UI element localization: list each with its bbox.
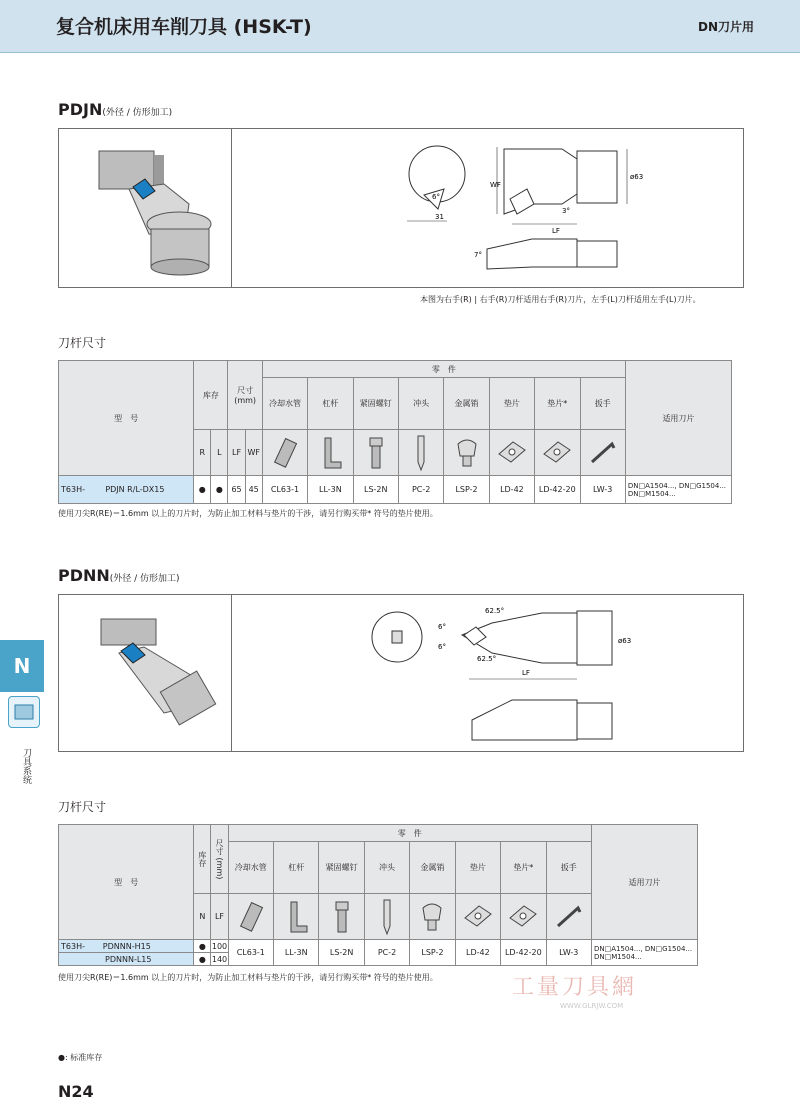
part-name-4: 冲头 — [398, 378, 443, 430]
stock-n: ● — [194, 953, 211, 966]
col-size: 尺寸 (mm) — [211, 825, 228, 894]
dim-7deg: 7° — [474, 251, 482, 259]
part-6: LD-42 — [455, 940, 500, 966]
model-code: PDNNN-H15 — [102, 941, 151, 951]
col-insert: 适用刀片 — [625, 361, 731, 476]
col-parts: 零 件 — [228, 825, 591, 842]
row-model-h15 — [59, 940, 194, 953]
clamp-screw-icon — [353, 430, 398, 476]
dim-lf: LF — [522, 669, 530, 677]
shim-star-icon — [501, 894, 546, 940]
lever-icon — [274, 894, 319, 940]
tool-system-icon — [8, 696, 40, 728]
dim-62-5a: 62.5° — [485, 607, 505, 615]
part-name-5: 金属销 — [410, 842, 455, 894]
section2-table-title: 刀杆尺寸 — [58, 800, 107, 814]
model-code: PDNNN-L15 — [105, 954, 152, 964]
section1-code: PDJN — [58, 100, 103, 119]
dim-31: 31 — [435, 213, 444, 221]
dim-lf: LF — [552, 227, 560, 235]
section1-footnote: 使用刀尖R(RE)＝1.6mm 以上的刀片时，为防止加工材料与垫片的干涉，请另行购买带* 符号的垫片使用。 — [58, 509, 438, 518]
section2-photo-panel — [59, 595, 232, 751]
part-name-1: 冷却水管 — [262, 378, 307, 430]
legend: ●: 标准库存 — [58, 1053, 103, 1062]
part-name-1: 冷却水管 — [228, 842, 273, 894]
section2-footnote: 使用刀尖R(RE)＝1.6mm 以上的刀片时，为防止加工材料与垫片的干涉，请另行购买带* 符号的垫片使用。 — [58, 973, 438, 982]
col-l: L — [211, 430, 228, 476]
insert-line2: DN□M1504... — [627, 489, 676, 498]
page-number: N24 — [58, 1082, 94, 1101]
part-name-2: 杠杆 — [308, 378, 353, 430]
stock-l: ● — [211, 476, 228, 504]
model-prefix: T63H- — [61, 485, 85, 494]
part-2: LL-3N — [308, 476, 353, 504]
stock-n: ● — [194, 940, 211, 953]
dim-d63: ø63 — [630, 173, 644, 181]
row-model-l15 — [59, 953, 194, 966]
part-name-8: 扳手 — [546, 842, 591, 894]
section1-figure-box — [58, 128, 744, 288]
sidebar-tab-n[interactable]: N — [0, 640, 44, 692]
pin-punch-icon — [364, 894, 409, 940]
part-4: PC-2 — [364, 940, 409, 966]
col-stock: 库存 — [194, 361, 228, 430]
part-8: LW-3 — [580, 476, 625, 504]
col-wf: WF — [245, 430, 262, 476]
part-name-5: 金属销 — [444, 378, 489, 430]
coolant-pipe-icon — [228, 894, 273, 940]
part-name-6: 垫片 — [489, 378, 534, 430]
part-5: LSP-2 — [410, 940, 455, 966]
row-model — [59, 476, 194, 504]
metal-pin-icon — [410, 894, 455, 940]
section1-spec-table — [58, 360, 732, 504]
col-n: N — [194, 894, 211, 940]
size-lf: 100 — [211, 941, 228, 951]
size-lf: 65 — [228, 476, 245, 504]
insert-line2: DN□M1504... — [593, 952, 642, 961]
section1-dimension-drawing — [232, 129, 742, 287]
insert-line1: DN□A1504..., DN□G1504... — [593, 944, 693, 953]
part-3: LS-2N — [353, 476, 398, 504]
col-insert: 适用刀片 — [591, 825, 697, 940]
section1-table-title: 刀杆尺寸 — [58, 336, 107, 350]
size-lf: 140 — [211, 954, 228, 964]
dim-d63: ø63 — [618, 637, 632, 645]
col-lf: LF — [228, 430, 245, 476]
dim-6deg-a: 6° — [438, 623, 446, 631]
insert-cell — [591, 940, 697, 966]
shim-icon — [489, 430, 534, 476]
shim-star-icon — [535, 430, 580, 476]
section2-code: PDNN — [58, 566, 110, 585]
dim-wf: WF — [490, 181, 501, 189]
section1-photo-panel — [59, 129, 232, 287]
dim-6deg: 6° — [432, 193, 440, 201]
col-r: R — [194, 430, 211, 476]
section1-note: 本图为右手(R) | 右手(R)刀杆适用右手(R)刀片，左手(L)刀杆适用左手(L)刀片。 — [420, 295, 701, 304]
part-4: PC-2 — [398, 476, 443, 504]
insert-line1: DN□A1504..., DN□G1504... — [627, 481, 727, 490]
part-name-8: 扳手 — [580, 378, 625, 430]
metal-pin-icon — [444, 430, 489, 476]
lever-icon — [308, 430, 353, 476]
col-lf: LF — [211, 894, 228, 940]
part-7: LD-42-20 — [535, 476, 580, 504]
part-name-4: 冲头 — [364, 842, 409, 894]
table-row — [59, 940, 698, 953]
dim-6deg-b: 6° — [438, 643, 446, 651]
page-header — [0, 0, 800, 53]
part-8: LW-3 — [546, 940, 591, 966]
watermark-text: 工量刀具網 — [512, 975, 638, 1000]
part-1: CL63-1 — [228, 940, 273, 966]
section2-title — [58, 566, 180, 585]
part-name-3: 紧固螺钉 — [353, 378, 398, 430]
part-3: LS-2N — [319, 940, 364, 966]
clamp-screw-icon — [319, 894, 364, 940]
shim-icon — [455, 894, 500, 940]
part-2: LL-3N — [274, 940, 319, 966]
table-row — [59, 476, 732, 504]
holder-photo-pdnn — [59, 595, 231, 751]
dim-62-5b: 62.5° — [477, 655, 497, 663]
part-6: LD-42 — [489, 476, 534, 504]
part-name-2: 杠杆 — [274, 842, 319, 894]
section2-dimension-drawing — [232, 595, 742, 751]
col-size: 尺寸 (mm) — [228, 361, 262, 430]
part-name-7: 垫片* — [501, 842, 546, 894]
section2-subtitle: (外径 / 仿形加工) — [109, 574, 180, 584]
section1-title — [58, 100, 172, 119]
sidebar-label: 刀具系统 — [21, 748, 31, 784]
stock-r: ● — [194, 476, 211, 504]
col-model: 型 号 — [59, 825, 194, 940]
col-stock: 库存 — [194, 825, 211, 894]
pin-punch-icon — [398, 430, 443, 476]
section1-subtitle: (外径 / 仿形加工) — [102, 108, 173, 118]
part-name-7: 垫片* — [535, 378, 580, 430]
col-parts: 零 件 — [262, 361, 625, 378]
part-name-6: 垫片 — [455, 842, 500, 894]
model-code: PDJN R/L-DX15 — [105, 485, 165, 494]
part-1: CL63-1 — [262, 476, 307, 504]
wrench-icon — [580, 430, 625, 476]
watermark-url: WWW.GLRJW.COM — [560, 1002, 624, 1010]
insert-cell — [625, 476, 731, 504]
holder-photo-pdjn — [59, 129, 231, 287]
page-title: 复合机床用车削刀具 (HSK-T) — [56, 16, 312, 38]
section2-figure-box — [58, 594, 744, 752]
part-name-3: 紧固螺钉 — [319, 842, 364, 894]
header-category: DN刀片用 — [697, 20, 754, 34]
col-model: 型 号 — [59, 361, 194, 476]
size-wf: 45 — [245, 476, 262, 504]
section2-spec-table — [58, 824, 698, 966]
coolant-pipe-icon — [262, 430, 307, 476]
dim-3deg: 3° — [562, 207, 570, 215]
part-7: LD-42-20 — [501, 940, 546, 966]
part-5: LSP-2 — [444, 476, 489, 504]
model-prefix: T63H- — [61, 941, 85, 951]
wrench-icon — [546, 894, 591, 940]
